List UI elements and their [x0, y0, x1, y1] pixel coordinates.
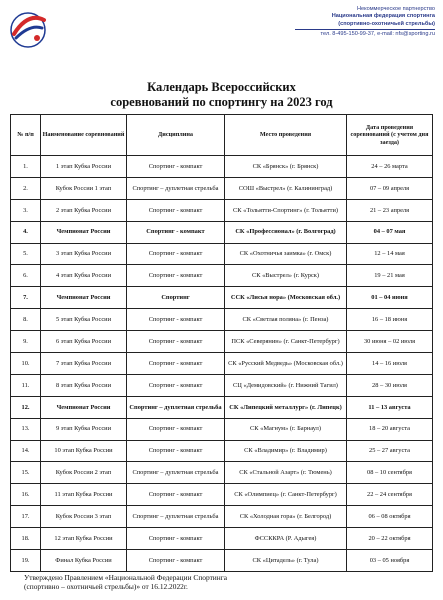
- header-name: Наименование соревнований: [41, 115, 127, 156]
- table-row: [11, 462, 433, 484]
- cell-place: СК «Олимпиец» (г. Санкт-Петербург): [225, 484, 347, 506]
- cell-date: 18 – 20 августа: [347, 418, 433, 440]
- cell-date: 03 – 05 ноября: [347, 550, 433, 572]
- cell-date: 08 – 10 сентября: [347, 462, 433, 484]
- table-header-row: [11, 115, 433, 156]
- cell-discipline: Спортинг - компакт: [127, 353, 225, 375]
- cell-discipline: Спортинг - компакт: [127, 418, 225, 440]
- cell-name: 1 этап Кубка России: [41, 156, 127, 178]
- cell-date: 30 июня – 02 июля: [347, 331, 433, 353]
- cell-discipline: Спортинг – дуплетная стрельба: [127, 506, 225, 528]
- cell-num: 13.: [11, 418, 41, 440]
- cell-num: 9.: [11, 331, 41, 353]
- approval-line-1: Утверждено Правлением «Национальной Федерации Спортинга: [24, 573, 228, 582]
- cell-discipline: Спортинг: [127, 287, 225, 309]
- cell-place: СК «Профессионал» (г. Волгоград): [225, 221, 347, 243]
- cell-date: 06 – 08 октября: [347, 506, 433, 528]
- org-contacts: тел. 8-495-150-99-37, e-mail: nfs@sporting.ru: [320, 31, 435, 38]
- cell-discipline: Спортинг - компакт: [127, 309, 225, 331]
- cell-name: Чемпионат России: [41, 396, 127, 418]
- cell-num: 5.: [11, 243, 41, 265]
- cell-place: СК «Липецкий металлург» (г. Липецк): [225, 396, 347, 418]
- cell-num: 14.: [11, 440, 41, 462]
- cell-place: СК «Охотничья заимка» (г. Омск): [225, 243, 347, 265]
- cell-discipline: Спортинг - компакт: [127, 440, 225, 462]
- cell-num: 6.: [11, 265, 41, 287]
- table-row: [11, 309, 433, 331]
- cell-num: 11.: [11, 374, 41, 396]
- cell-place: СЦ «Демидовский» (г. Нижний Тагил): [225, 374, 347, 396]
- cell-discipline: Спортинг – дуплетная стрельба: [127, 396, 225, 418]
- cell-name: Финал Кубка России: [41, 550, 127, 572]
- cell-place: СК «Русский Медведь» (Московская обл.): [225, 353, 347, 375]
- cell-name: 7 этап Кубка России: [41, 353, 127, 375]
- cell-place: СК «Магнум» (г. Барнаул): [225, 418, 347, 440]
- cell-name: 10 этап Кубка России: [41, 440, 127, 462]
- approval-note: [24, 573, 443, 591]
- cell-name: 9 этап Кубка России: [41, 418, 127, 440]
- cell-place: СОШ «Выстрел» (г. Калининград): [225, 177, 347, 199]
- cell-discipline: Спортинг - компакт: [127, 221, 225, 243]
- cell-num: 17.: [11, 506, 41, 528]
- cell-place: СК «Выстрел» (г. Курск): [225, 265, 347, 287]
- cell-num: 19.: [11, 550, 41, 572]
- table-row: [11, 177, 433, 199]
- org-line-1: Некоммерческое партнерство: [356, 6, 435, 12]
- cell-date: 19 – 21 мая: [347, 265, 433, 287]
- cell-date: 16 – 18 июня: [347, 309, 433, 331]
- cell-num: 3.: [11, 199, 41, 221]
- document-title: [0, 80, 443, 110]
- cell-place: СК «Светлая поляна» (г. Пенза): [225, 309, 347, 331]
- cell-discipline: Спортинг – дуплетная стрельба: [127, 462, 225, 484]
- header-place: Место проведения: [225, 115, 347, 156]
- cell-date: 07 – 09 апреля: [347, 177, 433, 199]
- org-line-3: (спортивно-охотничьей стрельбы): [338, 20, 435, 27]
- cell-place: ФССККРА (Р. Адыгея): [225, 528, 347, 550]
- cell-place: СК «Брянск» (г. Брянск): [225, 156, 347, 178]
- cell-num: 1.: [11, 156, 41, 178]
- cell-name: 3 этап Кубка России: [41, 243, 127, 265]
- cell-date: 14 – 16 июля: [347, 353, 433, 375]
- org-line-2: Национальная федерация спортинга: [331, 13, 435, 20]
- title-line-2: соревнований по спортингу на 2023 год: [110, 95, 333, 109]
- table-row: [11, 287, 433, 309]
- table-row: [11, 374, 433, 396]
- cell-place: СК «Стальной Азарт» (г. Тюмень): [225, 462, 347, 484]
- table-row: [11, 506, 433, 528]
- table-row: [11, 221, 433, 243]
- cell-name: 8 этап Кубка России: [41, 374, 127, 396]
- federation-logo-icon: [8, 8, 48, 52]
- table-row: [11, 199, 433, 221]
- cell-place: СК «Тольятти-Спортинг» (г. Тольятти): [225, 199, 347, 221]
- cell-name: 2 этап Кубка России: [41, 199, 127, 221]
- table-row: [11, 243, 433, 265]
- cell-num: 7.: [11, 287, 41, 309]
- cell-name: 6 этап Кубка России: [41, 331, 127, 353]
- cell-date: 20 – 22 октября: [347, 528, 433, 550]
- cell-discipline: Спортинг - компакт: [127, 265, 225, 287]
- cell-date: 11 – 13 августа: [347, 396, 433, 418]
- header-divider: [295, 29, 435, 30]
- cell-num: 4.: [11, 221, 41, 243]
- cell-num: 10.: [11, 353, 41, 375]
- cell-place: СК «Холодная гора» (г. Белгород): [225, 506, 347, 528]
- cell-discipline: Спортинг - компакт: [127, 243, 225, 265]
- cell-name: Чемпионат России: [41, 221, 127, 243]
- cell-discipline: Спортинг – дуплетная стрельба: [127, 177, 225, 199]
- cell-discipline: Спортинг - компакт: [127, 156, 225, 178]
- table-row: [11, 550, 433, 572]
- cell-discipline: Спортинг - компакт: [127, 484, 225, 506]
- cell-discipline: Спортинг - компакт: [127, 331, 225, 353]
- cell-date: 04 – 07 мая: [347, 221, 433, 243]
- cell-discipline: Спортинг - компакт: [127, 550, 225, 572]
- cell-name: Чемпионат России: [41, 287, 127, 309]
- cell-name: Кубок России 3 этап: [41, 506, 127, 528]
- cell-place: СК «Цитадель» (г. Тула): [225, 550, 347, 572]
- cell-name: 11 этап Кубка России: [41, 484, 127, 506]
- cell-name: Кубок России 1 этап: [41, 177, 127, 199]
- table-row: [11, 440, 433, 462]
- table-row: [11, 331, 433, 353]
- competition-calendar-table: [10, 114, 433, 572]
- table-row: [11, 396, 433, 418]
- cell-date: 25 – 27 августа: [347, 440, 433, 462]
- cell-place: СК «Владимир» (г. Владимир): [225, 440, 347, 462]
- cell-date: 21 – 23 апреля: [347, 199, 433, 221]
- cell-place: ССК «Лисья нора» (Московская обл.): [225, 287, 347, 309]
- cell-date: 24 – 26 марта: [347, 156, 433, 178]
- cell-name: Кубок России 2 этап: [41, 462, 127, 484]
- table-row: [11, 156, 433, 178]
- table-row: [11, 528, 433, 550]
- table-row: [11, 353, 433, 375]
- cell-num: 12.: [11, 396, 41, 418]
- header-discipline: Дисциплина: [127, 115, 225, 156]
- cell-discipline: Спортинг - компакт: [127, 374, 225, 396]
- organization-header: [205, 6, 435, 39]
- cell-discipline: Спортинг - компакт: [127, 528, 225, 550]
- table-body: [11, 156, 433, 572]
- table-row: [11, 265, 433, 287]
- cell-name: 12 этап Кубка России: [41, 528, 127, 550]
- cell-date: 28 – 30 июля: [347, 374, 433, 396]
- cell-num: 8.: [11, 309, 41, 331]
- cell-num: 18.: [11, 528, 41, 550]
- title-line-1: Календарь Всероссийских: [147, 80, 296, 94]
- table-row: [11, 418, 433, 440]
- cell-date: 01 – 04 июня: [347, 287, 433, 309]
- header-num: № п/п: [11, 115, 41, 156]
- cell-name: 4 этап Кубка России: [41, 265, 127, 287]
- cell-date: 12 – 14 мая: [347, 243, 433, 265]
- cell-num: 15.: [11, 462, 41, 484]
- cell-name: 5 этап Кубка России: [41, 309, 127, 331]
- table-row: [11, 484, 433, 506]
- cell-num: 2.: [11, 177, 41, 199]
- cell-date: 22 – 24 сентября: [347, 484, 433, 506]
- cell-num: 16.: [11, 484, 41, 506]
- approval-line-2: (спортивно – охотничьей стрельбы)» от 16.12.2022г.: [24, 582, 188, 592]
- cell-discipline: Спортинг - компакт: [127, 199, 225, 221]
- header-date: Дата проведения соревнований (с учетом дня заезда): [347, 115, 433, 156]
- cell-place: ПСК «Северянин» (г. Санкт-Петербург): [225, 331, 347, 353]
